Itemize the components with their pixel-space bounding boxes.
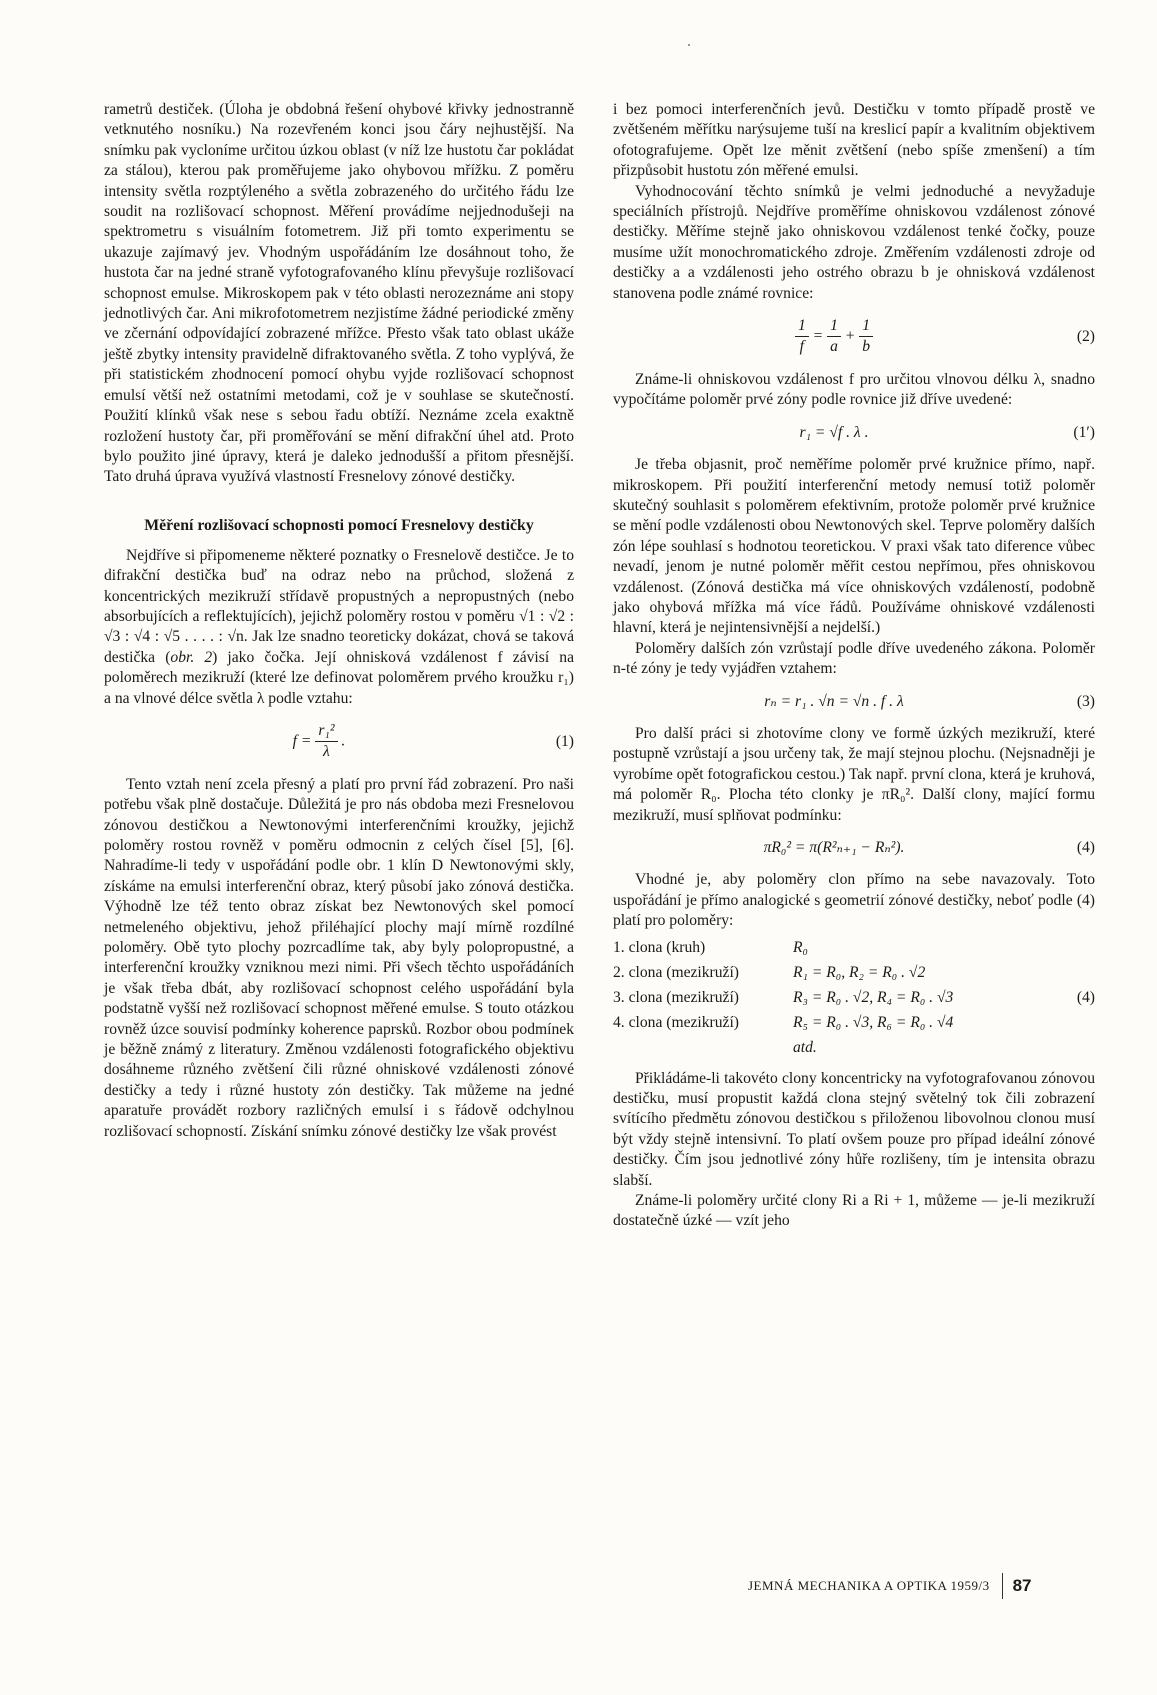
list-item-expr: R₃ = R₀ . √2, R₄ = R₀ . √3 xyxy=(793,988,954,1006)
eq2-frac-f xyxy=(795,316,809,358)
list-item-label: 2. clona (mezikruží) xyxy=(613,963,739,981)
eq2-one: 1 xyxy=(795,316,809,337)
list-item-tag: (4) xyxy=(1076,988,1095,1006)
eq3-number: (3) xyxy=(1076,692,1095,710)
eq2-number: (2) xyxy=(1076,327,1095,345)
list-item xyxy=(613,1036,1095,1061)
list-item-label: 3. clona (mezikruží) xyxy=(613,988,739,1006)
eq1p-body: r₁ = √f . λ . xyxy=(799,423,869,441)
list-item-expr: R₁ = R₀, R₂ = R₀ . √2 xyxy=(793,963,926,981)
eq2-one: 1 xyxy=(859,316,873,337)
equation-2 xyxy=(613,316,1095,358)
eq2-frac-b xyxy=(859,316,873,358)
journal-title: JEMNÁ MECHANIKA A OPTIKA 1959/3 xyxy=(748,1578,990,1593)
left-paragraph-2 xyxy=(104,546,574,709)
list-item xyxy=(613,936,1095,961)
eq2-equals: = xyxy=(812,327,824,345)
eq1-lhs: f = xyxy=(292,732,312,750)
list-item-label: 1. clona (kruh) xyxy=(613,938,706,956)
eq2-frac-a xyxy=(827,316,841,358)
list-item-expr: R₅ = R₀ . √3, R₆ = R₀ . √4 xyxy=(793,1013,954,1031)
p2-text-start: Nejdříve si připomeneme některé poznatky o Fresnelově destičce. Je to difrakční destička buď na odraz nebo na průchod, složená z koncentrických mezikruží střídavě propustných a nepropustných (nebo absorbujících a reflektujících), jejichž poloměry rostou v poměru xyxy=(104,546,574,625)
eq1-denominator: λ xyxy=(323,743,330,761)
eq1-numerator: r₁² xyxy=(315,721,337,742)
list-item-label: 4. clona (mezikruží) xyxy=(613,1013,739,1031)
right-paragraph-2: Vyhodnocování těchto snímků je velmi jednoduché a nevyžaduje speciálních přístrojů. Nejdříve proměříme ohniskovou vzdálenost zónové destičky. Měříme stejně jako ohniskovou vzdálenost tenké čočky, pouze musíme užít monochromatického zdroje. Změřením vzdálenosti zdroje od destičky a a vzdálenosti jeho ostrého obrazu b je ohnisková vzdálenost stanovena podle známé rovnice: xyxy=(613,182,1095,302)
left-paragraph-3: Tento vztah není zcela přesný a platí pro první řád zobrazení. Pro naši potřebu však plně dostačuje. Důležitá je pro nás obdoba mezi Fresnelovou zónovou destičkou a Newtonovými interferenčními kroužky, jejichž poloměry rostou rovněž v poměru odmocnin z celých čísel [5], [6]. Nahradíme-li tedy v uspořádání podle obr. 1 klín D Newtonovými skly, získáme na emulsi interferenční obraz, který působí jako zónová destička. Výhodně lze též tento obraz získat bez Newtonových skel pomocí netmeleného objektivu, jehož přiléhající plochy mají mírně rozdílné poloměry. Obě tyto plochy pozrcadlíme tak, aby byly polopropustné, a interferenční kroužky vzniknou mezi nimi. Při všech těchto uspořádáních je však třeba dbát, aby rozlišovací schopnost celého uspořádání byla podstatně vyšší než rozlišovací schopnost měřené emulse. S touto otázkou rovněž úzce souvisí podmínky koherence paprsků. Rozbor obou podmínek je běžně známý z literatury. Změnou vzdálenosti fotografického objektivu dosáhneme různého zvětšení čili různé ohniskové vzdálenosti zónové destičky a tedy i různé hustoty zón destičky. Tak můžeme na jedné aparatuře provádět rozbory različných emulsí i s řádově odchylnou rozlišovací schopností. Získání snímku zónové destičky lze však provést xyxy=(104,775,574,1140)
eq1-fraction xyxy=(315,721,337,763)
eq2-plus: + xyxy=(844,327,856,345)
equation-3 xyxy=(613,692,1095,712)
eq1-number: (1) xyxy=(555,732,574,750)
list-item-expr: R₀ xyxy=(793,938,808,956)
right-paragraph-5: Poloměry dalších zón vzrůstají podle dříve uvedeného zákona. Poloměr n-té zóny je tedy vyjádřen vztahem: xyxy=(613,639,1095,678)
eq2-a: a xyxy=(830,338,838,356)
section-heading: Měření rozlišovací schopnosti pomocí Fresnelovy destičky xyxy=(144,516,534,534)
list-item xyxy=(613,986,1095,1011)
left-column xyxy=(104,100,574,1142)
p2-text-end: ) jako čočka. Její ohnisková vzdálenost f závisí na poloměrech mezikruží (které lze definovat poloměrem prvého kroužku r₁) a na vlnové délce světla λ podle vztahu: xyxy=(104,648,574,707)
right-paragraph-9: Známe-li poloměry určité clony Ri a Ri + 1, můžeme — je-li mezikruží dostatečně úzké — vzít jeho xyxy=(613,1192,1095,1230)
list-item xyxy=(613,1011,1095,1036)
right-paragraph-1: i bez pomoci interferenčních jevů. Destičku v tomto případě prostě ve zvětšeném měřítku narýsujeme tuší na kreslicí papír a kvalitním objektivem ofotografujeme. Opět lze měnit zvětšení (nebo spíše zmenšení) a tím přizpůsobit hustotu zón měřené emulsi. xyxy=(613,101,1095,180)
p2-text-mid: Jak lze snadno teoreticky dokázat, chová se taková destička ( xyxy=(104,628,574,666)
right-column xyxy=(613,100,1095,1232)
eq3-body: rₙ = r₁ . √n = √n . f . λ xyxy=(764,692,904,710)
equation-4 xyxy=(613,838,1095,858)
page-number: 87 xyxy=(1012,1576,1032,1595)
page-footer xyxy=(748,1573,1098,1599)
eq1p-number: (1′) xyxy=(1073,423,1095,441)
right-paragraph-4: Je třeba objasnit, proč neměříme poloměr prvé kružnice přímo, např. mikroskopem. Při použití interferenční metody nemusí totiž poloměr skutečný souhlasit s poloměrem efektivním, protože poloměr prvé kružnice se mění podle vzdálenosti obou Newtonových skel. Teprve poloměry dalších zón lépe souhlasí s hodnotou teoretickou. V praxi však tato diference vůbec nevadí, jenom je nutné poloměr měřit cestou nepřímou, přes ohniskovou vzdálenost. (Zónová destička má více ohniskových vzdáleností, podobně jako ohybová mřížka má více řádů. Používáme ohniskové vzdálenosti hlavní, která je nejintensivnější a nejdelší.) xyxy=(613,456,1095,637)
eq4-number: (4) xyxy=(1076,839,1095,856)
eq2-f: f xyxy=(799,338,805,356)
list-item-expr: atd. xyxy=(793,1038,817,1056)
eq4-body: πR₀² = π(R²ₙ₊₁ − Rₙ²). xyxy=(763,839,905,856)
right-paragraph-8: Přikládáme-li takovéto clony koncentricky na vyfotografovanou zónovou destičku, musí propustit každá clona stejný světelný tok čili zobrazení svítícího předmětu zónovou destičkou s přiloženou libovolnou clonou musí být vždy stejně intensivní. To platí ovšem pouze pro případ ideální zónové destičky. Čím jsou jednotlivé zóny hůře rozlišeny, tím je intensita obrazu slabší. xyxy=(613,1069,1095,1189)
figure-reference: obr. 2 xyxy=(170,648,213,666)
aperture-list xyxy=(613,936,1095,1061)
list-item xyxy=(613,961,1095,986)
right-paragraph-3: Známe-li ohniskovou vzdálenost f pro určitou vlnovou délku λ, snadno vypočítáme poloměr prvé zóny podle rovnice již dříve uvedené: xyxy=(613,370,1095,409)
eq2-one: 1 xyxy=(827,316,841,337)
footer-divider xyxy=(1002,1573,1003,1599)
right-paragraph-7: Vhodné je, aby poloměry clon přímo na sebe navazovaly. Toto uspořádání je přímo analogické s geometrií zónové destičky, neboť podle (4) platí pro poloměry: xyxy=(613,871,1095,930)
equation-1: f = $\frac{\text{r₁²}}{\lambda}$ . (1) xyxy=(104,721,574,763)
ratio-expression: √1 : √2 : √3 : √4 : √5 . . . . : √n. xyxy=(104,607,574,646)
eq2-b: b xyxy=(862,338,871,356)
page-mark xyxy=(688,44,690,46)
left-paragraph-1: rametrů destiček. (Úloha je obdobná řešení ohybové křivky jednostranně vetknutého nosníku.) Na rozevřeném konci jsou čáry nejhustější. Na snímku pak vycloníme určitou úzkou oblast (v níž lze hustotu čar pokládat za stálou), kterou pak proměřujeme jako ohybovou mřížku. Z poměru intensity světla rozptýleného a světla zobrazeného do určitého řádu lze soudit na rozlišovací schopnost. Měření provádíme nejjednodušeji na spektrometru s visuálním fotometrem. Již při tomto experimentu se ukazuje zajímavý jev. Vhodným uspořádáním lze dosáhnout toho, že hustota čar na jedné straně vyfotografovaného klínu převyšuje rozlišovací schopnost emulse. Mikroskopem pak v této oblasti nerozeznáme ani stopy jednotlivých čar. Ani mikrofotometrem nezjistíme žádné periodické změny ve zčernání odpovídající zobrazené mřížce. Přesto však tato oblast ukáže ještě zbytky intensity pravidelně difraktovaného světla. Z toho vyplývá, že při statistickém zhodnocení pomocí ohybu vyjde rozlišovací schopnost emulsí větší než ostatními metodami, což je v souhlase se skutečností. Použití klínků však nese s sebou řadu obtíží. Neznáme zcela exaktně rozložení hustoty čar, při proměřování se mění difrakční úhel atd. Proto bylo použito jiné úpravy, která je daleko jednodušší a přitom přesnější. Tato druhá úprava využívá vlastností Fresnelovy zónové destičky. xyxy=(104,101,574,486)
equation-1-prime xyxy=(613,423,1095,443)
right-paragraph-6: Pro další práci si zhotovíme clony ve formě úzkých mezikruží, které postupně vzrůstají a jsou určeny tak, že mají stejnou plochu. (Nejsnadněji je vyrobíme opět fotografickou cestou.) Tak např. první clona, která je kruhová, má poloměr R₀. Plocha této clonky je πR₀². Další clony, mající formu mezikruží, musí splňovat podmínku: xyxy=(613,724,1095,824)
